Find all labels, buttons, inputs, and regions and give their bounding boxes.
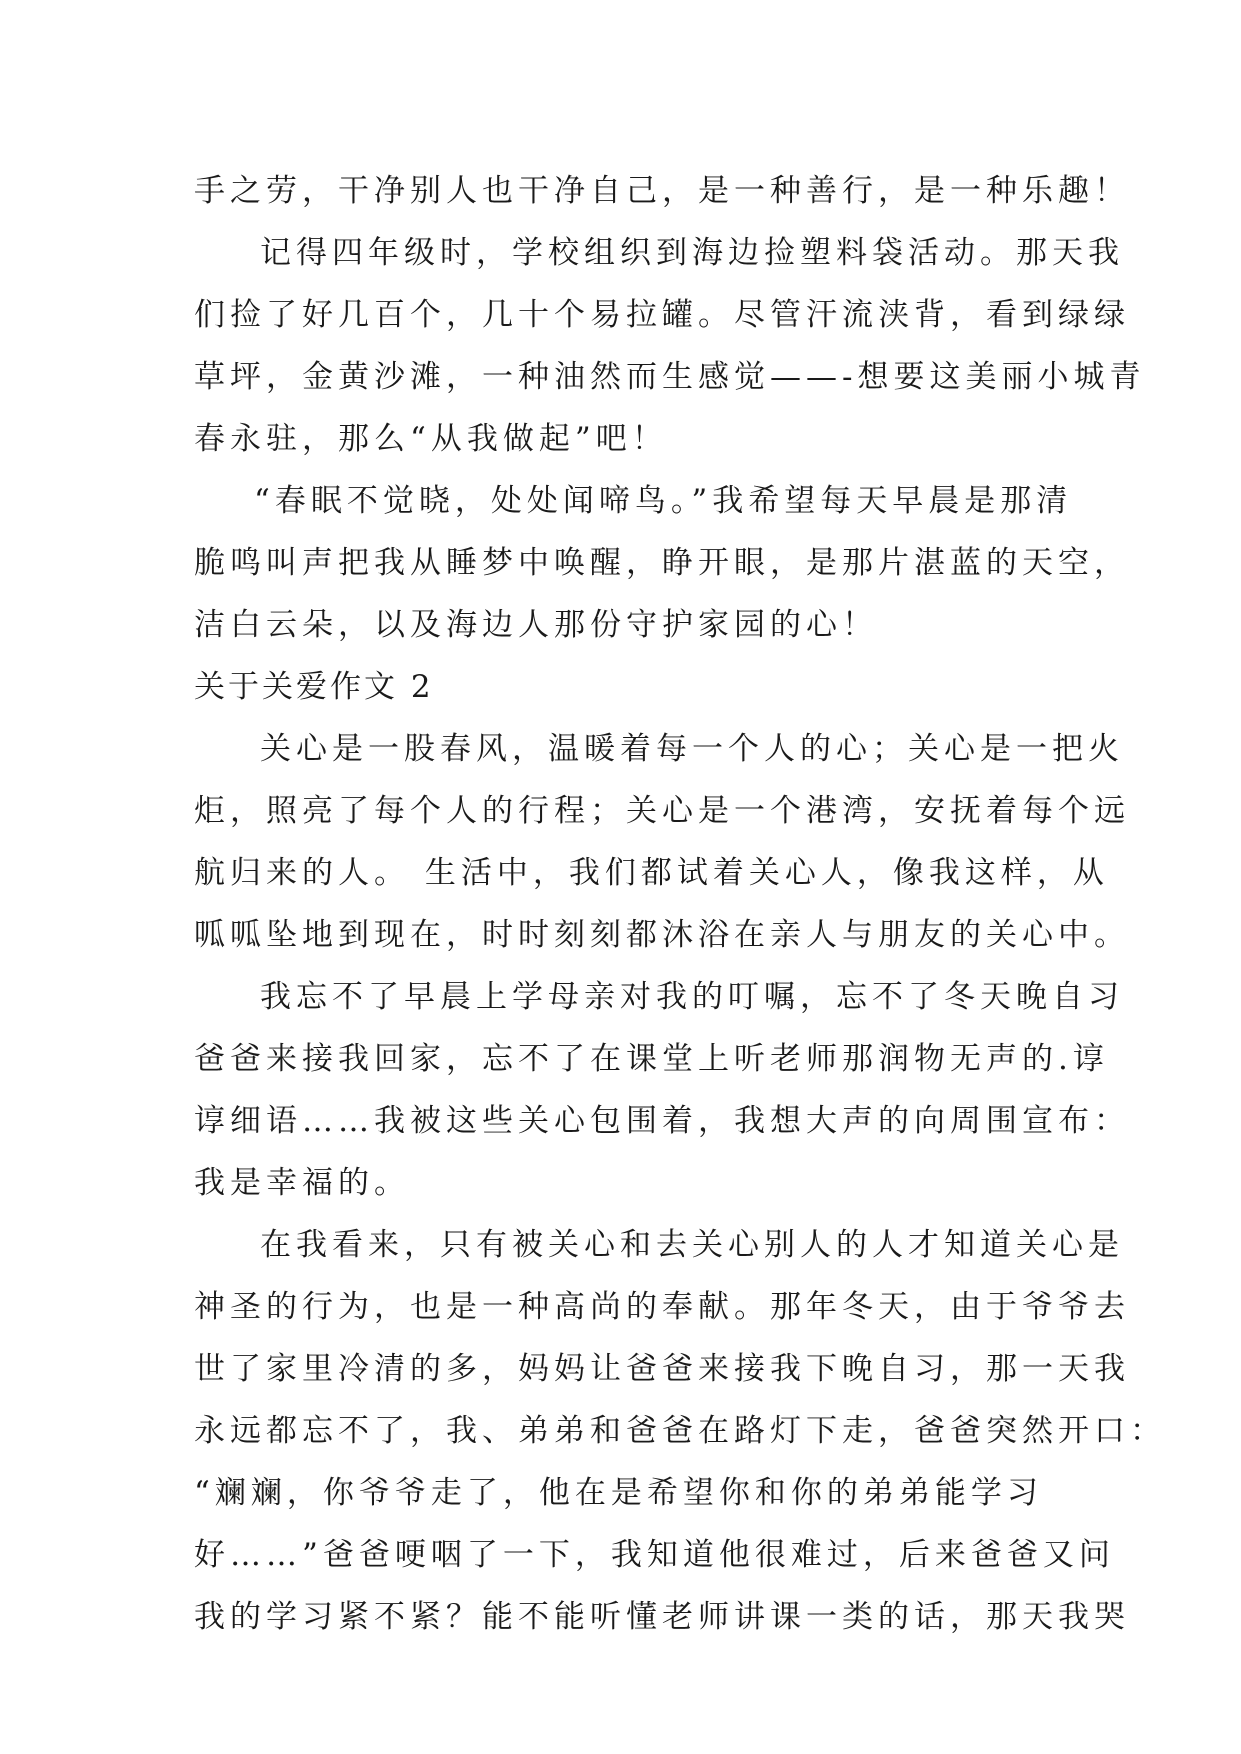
text-line: 记得四年级时，学校组织到海边捡塑料袋活动。那天我 — [260, 235, 1124, 271]
text-line: 我的学习紧不紧？能不能听懂老师讲课一类的话，那天我哭 — [194, 1599, 1130, 1635]
text-line: 我忘不了早晨上学母亲对我的叮嘱，忘不了冬天晚自习 — [260, 979, 1124, 1015]
document-body — [194, 160, 1166, 1648]
text-line: 爸爸来接我回家，忘不了在课堂上听老师那润物无声的.谆 — [194, 1041, 1109, 1077]
text-line: 草坪，金黄沙滩，一种油然而生感觉——-想要这美丽小城青 — [194, 359, 1146, 395]
text-line: 好……”爸爸哽咽了一下，我知道他很难过，后来爸爸又问 — [194, 1537, 1115, 1573]
text-line: 春永驻，那么“从我做起”吧！ — [194, 421, 668, 457]
text-line: 在我看来，只有被关心和去关心别人的人才知道关心是 — [260, 1227, 1124, 1263]
text-line: 关心是一股春风，温暖着每一个人的心；关心是一把火 — [260, 731, 1124, 767]
text-line: 洁白云朵，以及海边人那份守护家园的心！ — [194, 607, 878, 643]
text-line: 永远都忘不了，我、弟弟和爸爸在路灯下走，爸爸突然开口： — [194, 1413, 1166, 1449]
text-line: 呱呱坠地到现在，时时刻刻都沐浴在亲人与朋友的关心中。 — [194, 917, 1130, 953]
text-line: “斓斓，你爷爷走了，他在是希望你和你的弟弟能学习 — [194, 1475, 1043, 1511]
text-line: 世了家里冷清的多，妈妈让爸爸来接我下晚自习，那一天我 — [194, 1351, 1130, 1387]
text-line: “春眠不觉晓，处处闻啼鸟。”我希望每天早晨是那清 — [254, 483, 1073, 519]
text-line: 谆细语……我被这些关心包围着，我想大声的向周围宣布： — [194, 1103, 1130, 1139]
text-line: 神圣的行为，也是一种高尚的奉献。那年冬天，由于爷爷去 — [194, 1289, 1130, 1325]
text-line: 炬，照亮了每个人的行程；关心是一个港湾，安抚着每个远 — [194, 793, 1130, 829]
text-line: 脆鸣叫声把我从睡梦中唤醒，睁开眼，是那片湛蓝的天空， — [194, 545, 1130, 581]
section-heading: 关于关爱作文 2 — [194, 669, 434, 705]
text-line: 我是幸福的。 — [194, 1165, 410, 1201]
text-line: 航归来的人。 生活中，我们都试着关心人，像我这样，从 — [194, 855, 1109, 891]
text-line: 手之劳，干净别人也干净自己，是一种善行，是一种乐趣！ — [194, 173, 1130, 209]
text-line: 们捡了好几百个，几十个易拉罐。尽管汗流浃背，看到绿绿 — [194, 297, 1130, 333]
